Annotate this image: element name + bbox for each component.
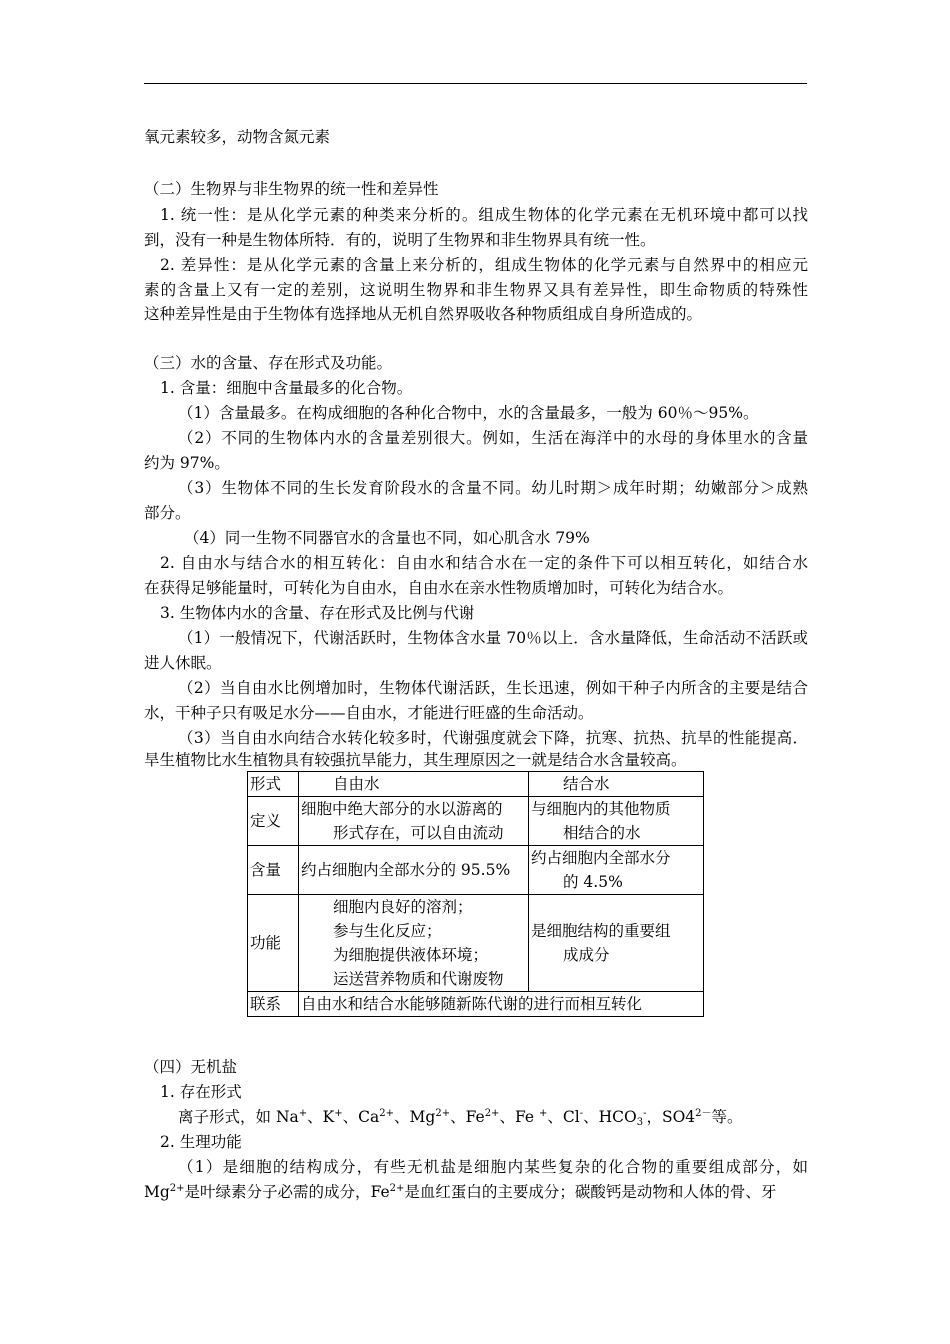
ion-charge: - xyxy=(643,1108,647,1119)
text-line: 到，没有一种是生物体所特．有的，说明了生物界和非生物界具有统一性。 xyxy=(144,231,656,249)
ion-text: 离子形式，如 xyxy=(178,1108,276,1126)
text-line: 约为 97%。 xyxy=(144,454,230,472)
ion-subscript: 3 xyxy=(636,1117,644,1128)
cell-line: 细胞中绝大部分的水以游离的 xyxy=(301,800,503,818)
text-line: 在获得足够能量时，可转化为自由水，自由水在亲水性物质增加时，可转化为结合水。 xyxy=(144,579,734,597)
table-row xyxy=(248,772,704,797)
text-line: 3. 生物体内水的含量、存在形式及比例与代谢 xyxy=(160,604,475,622)
table-row-label: 定义 xyxy=(248,797,299,846)
table-cell: 约占细胞内全部水分的 95.5% xyxy=(299,846,529,895)
ion-text: Fe xyxy=(370,1183,390,1201)
table-cell xyxy=(529,895,704,992)
text-line: 2. 自由水与结合水的相互转化：自由水和结合水在一定的条件下可以相互转化，如结合水 xyxy=(160,554,808,572)
table-cell xyxy=(529,797,704,846)
ion-text: SO4 xyxy=(661,1108,696,1126)
ion-text: Ca xyxy=(358,1108,380,1126)
inline-text: 是叶绿素分子必需的成分， xyxy=(184,1183,371,1201)
ion-text: 、 xyxy=(547,1108,563,1126)
ion-charge: + xyxy=(538,1108,548,1119)
ion-charge: 2－ xyxy=(695,1108,712,1119)
ion-text: 、 xyxy=(450,1108,466,1126)
text-line: （2）当自由水比例增加时，生物体代谢活跃，生长迅速，例如干种子内所含的主要是结合 xyxy=(178,679,808,697)
cell-line: 成成分 xyxy=(563,946,610,964)
text-line: （3）当自由水向结合水转化较多时，代谢强度就会下降，抗寒、抗热、抗旱的性能提高． xyxy=(178,729,808,747)
text-line: 进人休眠。 xyxy=(144,654,222,672)
text-line: 素的含量上又有一定的差别，这说明生物界和非生物界又具有差异性，即生命物质的特殊性 xyxy=(144,281,808,299)
cell-line: 与细胞内的其他物质 xyxy=(531,800,671,818)
table-row xyxy=(248,846,704,895)
text-line: （1）含量最多。在构成细胞的各种化合物中，水的含量最多，一般为 60％～95%。 xyxy=(178,404,759,422)
cell-line: 的 4.5% xyxy=(563,873,623,891)
table-row-label: 含量 xyxy=(248,846,299,895)
table-header-cell: 自由水 xyxy=(299,772,529,797)
table-cell xyxy=(299,895,529,992)
cell-line: 为细胞提供液体环境； xyxy=(333,946,489,964)
table-header-cell: 结合水 xyxy=(529,772,704,797)
section-heading-2: （二）生物界与非生物界的统一性和差异性 xyxy=(144,180,439,198)
text-line: 旱生植物比水生植物具有较强抗旱能力，其生理原因之一就是结合水含量较高。 xyxy=(144,751,687,769)
water-comparison-table xyxy=(247,771,704,1017)
text-line xyxy=(144,1182,810,1202)
text-line: 水，干种子只有吸足水分——自由水，才能进行旺盛的生命活动。 xyxy=(144,704,594,722)
ion-text: Mg xyxy=(409,1108,436,1126)
section-heading-3: （三）水的含量、存在形式及功能。 xyxy=(144,354,393,372)
ion-text: 、 xyxy=(307,1108,323,1126)
section-heading-4: （四）无机盐 xyxy=(144,1058,238,1076)
ion-charge: + xyxy=(334,1108,343,1119)
text-line: 这种差异性是由于生物体有选择地从无机自然界吸收各种物质组成自身所造成的。 xyxy=(144,305,703,323)
cell-line: 形式存在，可以自由流动 xyxy=(333,824,504,842)
table-row xyxy=(248,992,704,1017)
ion-text: ， xyxy=(646,1108,662,1126)
ion-text: 、 xyxy=(499,1108,515,1126)
table-row xyxy=(248,895,704,992)
ion-text: Fe xyxy=(465,1108,485,1126)
text-line: 部分。 xyxy=(144,504,191,522)
ion-text: HCO xyxy=(598,1108,637,1126)
table-cell: 自由水和结合水能够随新陈代谢的进行而相互转化 xyxy=(299,992,704,1017)
cell-line: 约占细胞内全部水分 xyxy=(531,849,671,867)
text-line: （2）不同的生物体内水的含量差别很大。例如，生活在海洋中的水母的身体里水的含量 xyxy=(178,429,808,447)
cell-line: 相结合的水 xyxy=(563,824,641,842)
ion-charge: - xyxy=(579,1108,584,1119)
text-line: 1. 含量：细胞中含量最多的化合物。 xyxy=(160,379,413,397)
ion-text: 、 xyxy=(342,1108,359,1126)
ion-charge: 2+ xyxy=(169,1183,185,1194)
ion-text: 等。 xyxy=(711,1108,743,1126)
ion-text: Fe xyxy=(514,1108,539,1126)
ion-text: 、 xyxy=(394,1108,410,1126)
cell-line: 运送营养物质和代谢废物 xyxy=(333,970,504,988)
cell-line: 参与生化反应； xyxy=(333,922,442,940)
table-row-label: 联系 xyxy=(248,992,299,1017)
ion-charge: + xyxy=(298,1108,308,1119)
text-line: 1. 统一性：是从化学元素的种类来分析的。组成生物体的化学元素在无机环境中都可以找 xyxy=(160,206,808,224)
text-line: （4）同一生物不同器官水的含量也不同，如心肌含水 79% xyxy=(184,529,590,547)
ion-text: 、 xyxy=(583,1108,599,1126)
text-line: （1）一般情况下，代谢活跃时，生物体含水量 70％以上．含水量降低，生命活动不活跃或 xyxy=(178,629,808,647)
inline-text: 是血红蛋白的主要成分；碳酸钙是动物和人体的骨、牙 xyxy=(404,1183,777,1201)
text-line: 2. 差异性：是从化学元素的含量上来分析的，组成生物体的化学元素与自然界中的相应元 xyxy=(160,256,808,274)
text-line: （1）是细胞的结构成分，有些无机盐是细胞内某些复杂的化合物的重要组成部分，如 xyxy=(178,1158,808,1176)
header-rule xyxy=(144,83,807,84)
text-line: 2. 生理功能 xyxy=(160,1133,242,1151)
text-line: 1. 存在形式 xyxy=(160,1083,242,1101)
ion-text: Cl xyxy=(562,1108,580,1126)
ion-charge: 2+ xyxy=(435,1108,451,1119)
cell-line: 是细胞结构的重要组 xyxy=(531,922,671,940)
text-line: （3）生物体不同的生长发育阶段水的含量不同。幼儿时期＞成年时期；幼嫩部分＞成熟 xyxy=(178,479,808,497)
ion-charge: 2+ xyxy=(379,1108,395,1119)
ion-text: K xyxy=(322,1108,335,1126)
table-row-label: 功能 xyxy=(248,895,299,992)
table-cell xyxy=(299,797,529,846)
text-line: 氧元素较多，动物含氮元素 xyxy=(144,128,331,146)
table-header-cell: 形式 xyxy=(248,772,299,797)
ion-text: Mg xyxy=(144,1183,170,1201)
ion-charge: 2+ xyxy=(389,1183,405,1194)
cell-line: 细胞内良好的溶剂； xyxy=(333,898,473,916)
table-row xyxy=(248,797,704,846)
table-cell xyxy=(529,846,704,895)
ion-text: Na xyxy=(275,1108,299,1126)
ion-list-line xyxy=(178,1107,844,1127)
ion-charge: 2+ xyxy=(484,1108,500,1119)
